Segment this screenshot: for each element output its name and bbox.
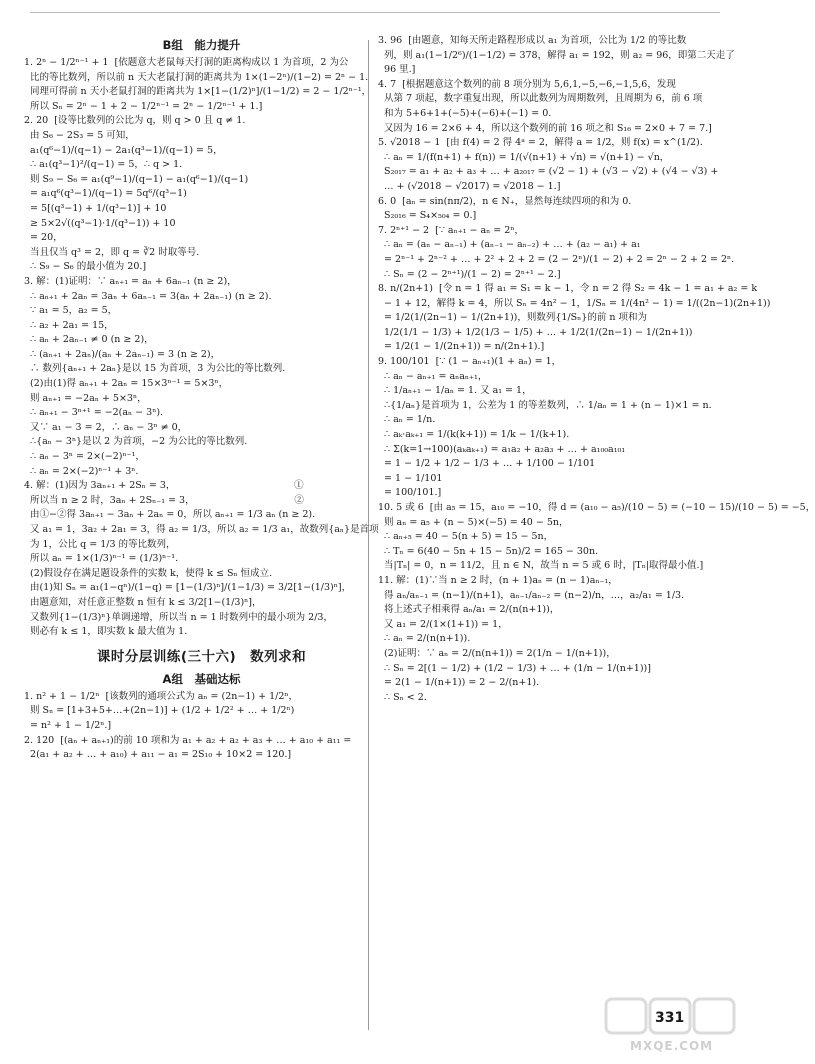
answer-line: ∴{1/aₙ}是首项为 1，公差为 1 的等差数列，∴ 1/aₙ = 1 + (n − 1)×1 = n. bbox=[378, 399, 712, 411]
answer-line: ∴ aₙ = 1/n. bbox=[378, 414, 436, 426]
answer-line: 则 aₙ₊₁ = −2aₙ + 5×3ⁿ， bbox=[24, 392, 147, 404]
answer-line: 列，则 a₁(1−1/2⁶)/(1−1/2) = 378，解得 a₁ = 192，则 a₂ = 96，即第二天走了 bbox=[378, 49, 735, 61]
answer-line: 则 Sₙ = [1+3+5+…+(2n−1)] + (1/2 + 1/2² + … + 1/2ⁿ) bbox=[24, 705, 295, 717]
answer-line: … + (√2018 − √2017) = √2018 − 1.] bbox=[378, 180, 561, 192]
answer-line: 2(a₁ + a₂ + … + a₁₀) + a₁₁ − a₁ = 2S₁₀ + 10×2 = 120.] bbox=[24, 749, 292, 761]
answer-line: 4. 7 [根据题意这个数列的前 8 项分别为 5,6,1,−5,−6,−1,5,6，发现 bbox=[378, 78, 676, 90]
answer-line: 1/2(1/1 − 1/3) + 1/2(1/3 − 1/5) + … + 1/2(1/(2n−1) − 1/(2n+1)) bbox=[378, 326, 693, 338]
answer-line: ∴ (aₙ₊₁ + 2aₙ)/(aₙ + 2aₙ₋₁) = 3 (n ≥ 2)， bbox=[24, 348, 221, 360]
answer-line: ∴ Sₙ = 2[(1 − 1/2) + (1/2 − 1/3) + … + (1/n − 1/(n+1))] bbox=[378, 662, 651, 674]
answer-line: (2)证明：∵ aₙ = 2/(n(n+1)) = 2(1/n − 1/(n+1))， bbox=[378, 647, 616, 659]
answer-line: ∴ a₁(q³−1)²/(q−1) = 5，∴ q > 1. bbox=[24, 159, 183, 171]
answer-line: ∴ 数列{aₙ₊₁ + 2aₙ}是以 15 为首项，3 为公比的等比数列. bbox=[24, 363, 286, 375]
lesson-title: 课时分层训练(三十六) 数列求和 bbox=[96, 648, 307, 665]
answer-line: 由(1)知 Sₙ = a₁(1−qⁿ)/(1−q) = [1−(1/3)ⁿ]/(1−1/3) = 3/2[1−(1/3)ⁿ]， bbox=[24, 582, 352, 594]
answer-line: ∴ Σ(k=1→100)(aₖaₖ₊₁) = a₁a₂ + a₂a₃ + … + a₁₀₀a₁₀₁ bbox=[378, 443, 626, 455]
answer-line: 由①−②得 3aₙ₊₁ − 3aₙ + 2aₙ = 0，所以 aₙ₊₁ = 1/3 aₙ (n ≥ 2). bbox=[24, 509, 316, 521]
answer-line: ∵ a₁ = 5，a₂ = 5， bbox=[24, 305, 118, 317]
answer-line: 为 1，公比 q = 1/3 的等比数列， bbox=[24, 538, 176, 550]
answer-line: ∴ aₙ₊₅ = 40 − 5(n + 5) = 15 − 5n， bbox=[378, 531, 554, 543]
answer-line: 又因为 16 = 2×6 + 4，所以这个数列的前 16 项之和 S₁₆ = 2×0 + 7 = 7.] bbox=[378, 122, 712, 134]
answer-line: 3. 解：(1)证明：∵ aₙ₊₁ = aₙ + 6aₙ₋₁ (n ≥ 2)， bbox=[24, 275, 237, 287]
answer-line: ∴ aₙ − aₙ₊₁ = aₙaₙ₊₁， bbox=[378, 370, 488, 382]
answer-line: 又∵ a₁ − 3 = 2，∴ aₙ − 3ⁿ ≠ 0， bbox=[24, 421, 188, 433]
answer-line: 5. √2018 − 1 [由 f(4) = 2 得 4ᵃ = 2，解得 a = 1/2，则 f(x) = x^(1/2). bbox=[378, 137, 703, 149]
answer-line: 1. n² + 1 − 1/2ⁿ [该数列的通项公式为 aₙ = (2n−1) + 1/2ⁿ， bbox=[24, 690, 298, 702]
answer-line: 所以当 n ≥ 2 时，3aₙ + 2Sₙ₋₁ = 3， ② bbox=[24, 494, 304, 506]
answer-line: 和为 5+6+1+(−5)+(−6)+(−1) = 0. bbox=[378, 107, 552, 119]
answer-line: S₂₀₁₆ = S₄×₅₀₄ = 0.] bbox=[378, 210, 477, 222]
answer-line: ∴ aₙ = 1/(f(n+1) + f(n)) = 1/(√(n+1) + √n) = √(n+1) − √n， bbox=[378, 151, 670, 163]
answer-line: ∴ aₙ₊₁ + 2aₙ = 3aₙ + 6aₙ₋₁ = 3(aₙ + 2aₙ₋₁) (n ≥ 2). bbox=[24, 290, 272, 302]
answer-line: ∴ Sₙ < 2. bbox=[378, 691, 427, 703]
answer-line: 同理可得前 n 天小老鼠打洞的距离共为 1×[1−(1/2)ⁿ]/(1−1/2) = 2 − 1/2ⁿ⁻¹， bbox=[24, 86, 372, 98]
answer-line: = 20， bbox=[24, 232, 63, 244]
answer-line: 当且仅当 q³ = 2，即 q = ∛2 时取等号. bbox=[24, 246, 200, 258]
left-column bbox=[24, 34, 379, 1034]
answer-line: 7. 2ⁿ⁺¹ − 2 [∵ aₙ₊₁ − aₙ = 2ⁿ， bbox=[378, 224, 524, 236]
answer-line: ∴ a₂ + 2a₁ = 15， bbox=[24, 319, 114, 331]
answer-line: ∴ aₙ = 2/(n(n+1)). bbox=[378, 633, 471, 645]
answer-line: 9. 100/101 [∵ (1 − aₙ₊₁)(1 + aₙ) = 1， bbox=[378, 356, 562, 368]
answer-line: 11. 解：(1)∵当 n ≥ 2 时，(n + 1)aₙ = (n − 1)aₙ₋₁， bbox=[378, 574, 618, 586]
answer-line: = 2ⁿ⁻¹ + 2ⁿ⁻² + … + 2² + 2 + 2 = (2 − 2ⁿ)/(1 − 2) + 2 = 2ⁿ − 2 + 2 = 2ⁿ. bbox=[378, 253, 735, 265]
right-answers bbox=[378, 34, 815, 705]
answer-line: 又 a₁ = 2/(1×(1+1)) = 1， bbox=[378, 618, 508, 630]
answer-line: ∴ aₖ·aₖ₊₁ = 1/(k(k+1)) = 1/k − 1/(k+1). bbox=[378, 429, 570, 441]
answer-line: 由 S₆ − 2S₃ = 5 可知， bbox=[24, 129, 135, 141]
answer-line: = 5[(q³−1) + 1/(q³−1)] + 10 bbox=[24, 202, 167, 214]
answer-line: (2)假设存在满足题设条件的实数 k，使得 k ≤ Sₙ 恒成立. bbox=[24, 567, 273, 579]
answer-line: = 1 − 1/101 bbox=[378, 472, 443, 484]
section-b-answers bbox=[24, 56, 379, 640]
page-number: 331 bbox=[655, 1010, 685, 1026]
answer-line: = 2(1 − 1/(n+1)) = 2 − 2/(n+1). bbox=[378, 677, 540, 689]
answer-line: 8. n/(2n+1) [令 n = 1 得 a₁ = S₁ = k − 1，令 n = 2 得 S₂ = 4k − 1 = a₁ + a₂ = k bbox=[378, 283, 758, 295]
answer-line: 又数列{1−(1/3)ⁿ}单调递增，所以当 n = 1 时数列中的最小项为 2/3， bbox=[24, 611, 333, 623]
watermark-logo bbox=[600, 995, 740, 1057]
answer-line: 6. 0 [aₙ = sin(nπ/2)，n ∈ N₊，显然每连续四项的和为 0. bbox=[378, 195, 632, 207]
answer-line: 由题意知，对任意正整数 n 恒有 k ≤ 3/2[1−(1/3)ⁿ]， bbox=[24, 596, 262, 608]
answer-line: 则必有 k ≤ 1，即实数 k 最大值为 1. bbox=[24, 626, 188, 638]
section-a-answers bbox=[24, 690, 379, 763]
top-rule bbox=[30, 12, 720, 13]
answer-line: ∴ aₙ + 2aₙ₋₁ ≠ 0 (n ≥ 2)， bbox=[24, 334, 154, 346]
answer-line: ∴{aₙ − 3ⁿ}是以 2 为首项，−2 为公比的等比数列. bbox=[24, 436, 248, 448]
answer-line: ≥ 5×2√((q³−1)·1/(q³−1)) + 10 bbox=[24, 217, 176, 229]
watermark-text: MXQE.COM bbox=[630, 1039, 714, 1053]
answer-line: = n² + 1 − 1/2ⁿ.] bbox=[24, 719, 112, 731]
answer-line: ∴ Sₙ = (2 − 2ⁿ⁺¹)/(1 − 2) = 2ⁿ⁺¹ − 2.] bbox=[378, 268, 561, 280]
answer-line: ∴ aₙ₊₁ − 3ⁿ⁺¹ = −2(aₙ − 3ⁿ). bbox=[24, 407, 164, 419]
section-a-title: A组 基础达标 bbox=[162, 671, 241, 686]
answer-line: 3. 96 [由题意，知每天所走路程形成以 a₁ 为首项，公比为 1/2 的等比数 bbox=[378, 35, 687, 46]
section-b-title: B组 能力提升 bbox=[162, 38, 241, 52]
answer-line: = a₁q⁶(q³−1)/(q−1) = 5q⁶/(q³−1) bbox=[24, 188, 187, 200]
answer-line: ∴ aₙ = 2×(−2)ⁿ⁻¹ + 3ⁿ. bbox=[24, 465, 139, 477]
answer-line: 所以 aₙ = 1×(1/3)ⁿ⁻¹ = (1/3)ⁿ⁻¹. bbox=[24, 553, 179, 565]
answer-line: ∴ Tₙ = 6(40 − 5n + 15 − 5n)/2 = 165 − 30n. bbox=[378, 545, 599, 557]
answer-line: 所以 Sₙ = 2ⁿ − 1 + 2 − 1/2ⁿ⁻¹ = 2ⁿ − 1/2ⁿ⁻¹ + 1.] bbox=[24, 100, 263, 112]
answer-line: 又 a₁ = 1，3a₂ + 2a₁ = 3，得 a₂ = 1/3，所以 a₂ = 1/3 a₁，故数列{aₙ}是首项 bbox=[24, 524, 379, 535]
answer-line: S₂₀₁₇ = a₁ + a₂ + a₃ + … + a₂₀₁₇ = (√2 − 1) + (√3 − √2) + (√4 − √3) + bbox=[378, 166, 719, 178]
answer-line: 比的等比数列，所以前 n 天大老鼠打洞的距离共为 1×(1−2ⁿ)/(1−2) = 2ⁿ − 1. bbox=[24, 71, 369, 83]
answer-line: ∴ 1/aₙ₊₁ − 1/aₙ = 1. 又 a₁ = 1， bbox=[378, 385, 532, 397]
answer-line: 96 里.] bbox=[378, 64, 416, 76]
answer-line: a₁(q⁶−1)/(q−1) − 2a₁(q³−1)/(q−1) = 5， bbox=[24, 144, 223, 156]
answer-line: 10. 5 或 6 [由 a₅ = 15，a₁₀ = −10，得 d = (a₁₀ − a₅)/(10 − 5) = (−10 − 15)/(10 − 5) = −5， bbox=[378, 502, 815, 513]
answer-line: 从第 7 项起，数字重复出现，所以此数列为周期数列，且周期为 6，前 6 项 bbox=[378, 93, 703, 105]
answer-line: = 1/2(1/(2n−1) − 1/(2n+1))，则数列{1/Sₙ}的前 n 项和为 bbox=[378, 312, 647, 324]
answer-line: = 100/101.] bbox=[378, 487, 442, 499]
right-column bbox=[378, 34, 815, 1034]
answer-line: 将上述式子相乘得 aₙ/a₁ = 2/(n(n+1))， bbox=[378, 604, 560, 616]
answer-line: = 1/2(1 − 1/(2n+1)) = n/(2n+1).] bbox=[378, 341, 545, 353]
answer-line: 当|Tₙ| = 0，n = 11/2，且 n ∈ N，故当 n = 5 或 6 时，|Tₙ|取得最小值.] bbox=[378, 560, 704, 572]
answer-line: 得 aₙ/aₙ₋₁ = (n−1)/(n+1)，aₙ₋₁/aₙ₋₂ = (n−2)/n，…，a₂/a₁ = 1/3. bbox=[378, 589, 685, 601]
answer-line: = 1 − 1/2 + 1/2 − 1/3 + … + 1/100 − 1/101 bbox=[378, 458, 596, 470]
answer-line: ∴ aₙ = (aₙ − aₙ₋₁) + (aₙ₋₁ − aₙ₋₂) + … + (a₂ − a₁) + a₁ bbox=[378, 239, 641, 251]
answer-line: 则 S₉ − S₆ = a₁(q⁹−1)/(q−1) − a₁(q⁶−1)/(q−1) bbox=[24, 173, 249, 185]
answer-line: 则 aₙ = a₅ + (n − 5)×(−5) = 40 − 5n， bbox=[378, 516, 569, 528]
answer-line: ∴ S₉ − S₆ 的最小值为 20.] bbox=[24, 261, 147, 273]
answer-line: 2. 120 [(aₙ + aₙ₊₁)的前 10 项和为 a₁ + a₂ + a₂ + a₃ + … + a₁₀ + a₁₁ = bbox=[24, 734, 352, 746]
answer-line: 4. 解：(1)因为 3aₙ₊₁ + 2Sₙ = 3， ① bbox=[24, 480, 304, 492]
answer-line: 2. 20 [设等比数列的公比为 q，则 q > 0 且 q ≠ 1. bbox=[24, 115, 246, 127]
answer-line: − 1 + 12，解得 k = 4，所以 Sₙ = 4n² − 1，1/Sₙ = 1/(4n² − 1) = 1/((2n−1)(2n+1)) bbox=[378, 297, 771, 309]
answer-line: (2)由(1)得 aₙ₊₁ + 2aₙ = 15×3ⁿ⁻¹ = 5×3ⁿ， bbox=[24, 378, 229, 390]
answer-line: 1. 2ⁿ − 1/2ⁿ⁻¹ + 1 [依题意大老鼠每天打洞的距离构成以 1 为首项，2 为公 bbox=[24, 57, 349, 68]
answer-line: ∴ aₙ − 3ⁿ = 2×(−2)ⁿ⁻¹， bbox=[24, 451, 145, 463]
